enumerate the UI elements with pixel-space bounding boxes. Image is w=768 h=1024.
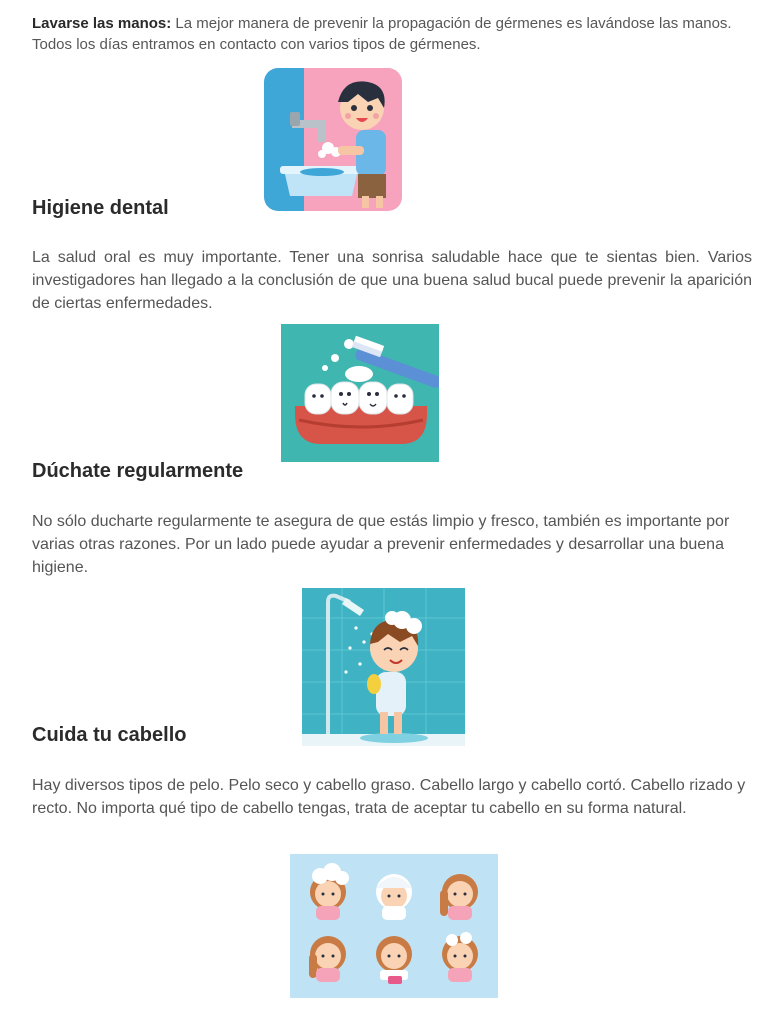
shower-illustration [302,588,465,746]
intro-text: La mejor manera de prevenir la propagación de gérmenes es lavándose las manos. Todos los días entramos en contacto con varios tipos de gérmenes. [32,15,732,53]
dental-illustration [281,324,439,462]
intro-label: Lavarse las manos: [32,15,172,32]
section-text-hair: Hay diversos tipos de pelo. Pelo seco y cabello graso. Cabello largo y cabello cortó. Cabello rizado y recto. No importa qué tipo de cabello tengas, trata de aceptar tu cabello en su forma natural. [32,777,746,817]
section-title-dental: Higiene dental [32,197,169,219]
section-title-shower: Dúchate regularmente [32,460,244,482]
section-text-shower: No sólo ducharte regularmente te asegura de que estás limpio y fresco, también es importante por varias otras razones. Por un lado puede ayudar a prevenir enfermedades y desarrollar una buena higiene. [32,513,730,576]
section-title-hair: Cuida tu cabello [32,724,187,746]
hair-illustration [290,854,498,998]
section-text-dental: La salud oral es muy importante. Tener una sonrisa saludable hace que te sientas bien. Varios investigadores han llegado a la conclusión de que una buena salud bucal puede prevenir la aparición de ciertas enfermedades. [32,249,752,312]
handwashing-illustration [264,68,402,211]
intro-paragraph [32,13,752,55]
